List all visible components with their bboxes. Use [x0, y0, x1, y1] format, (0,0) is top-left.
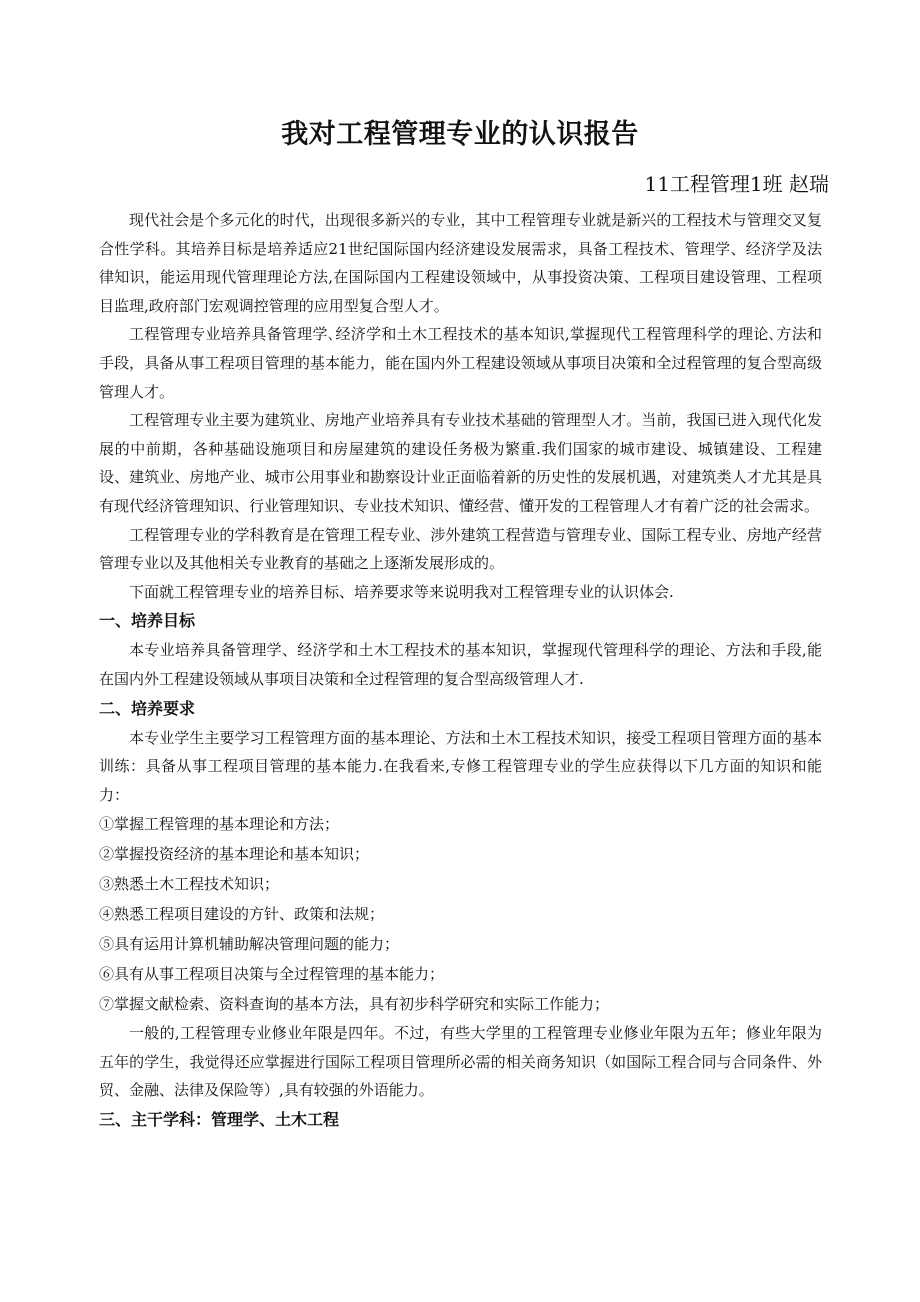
intro-paragraph-1: 现代社会是个多元化的时代，出现很多新兴的专业，其中工程管理专业就是新兴的工程技术与管理交叉复合性学科。其培养目标是培养适应21世纪国际国内经济建设发展需求，具备工程技术、管理学、经济学及法律知识，能运用现代管理理论方法,在国际国内工程建设领域中，从事投资决策、工程项目建设管理、工程项目监理,政府部门宏观调控管理的应用型复合型人才。 — [99, 211, 822, 315]
requirements-list — [99, 809, 822, 1019]
list-item: ②掌握投资经济的基本理论和基本知识； — [99, 845, 370, 864]
intro-paragraph-3: 工程管理专业主要为建筑业、房地产业培养具有专业技术基础的管理型人才。当前，我国已进入现代化发展的中前期，各种基础设施项目和房屋建筑的建设任务极为繁重.我们国家的城市建设、城镇建设、工程建设、建筑业、房地产业、城市公用事业和勘察设计业正面临着新的历史性的发展机遇，对建筑类人才尤其是具有现代经济管理知识、行业管理知识、专业技术知识、懂经营、懂开发的工程管理人才有着广泛的社会需求。 — [99, 411, 822, 515]
intro-paragraph-5: 下面就工程管理专业的培养目标、培养要求等来说明我对工程管理专业的认识体会. — [129, 582, 674, 601]
list-item: ⑦掌握文献检索、资料查询的基本方法，具有初步科学研究和实际工作能力； — [99, 995, 610, 1014]
list-item: ④熟悉工程项目建设的方针、政策和法规； — [99, 905, 385, 924]
document-body — [99, 206, 822, 1135]
training-requirements-paragraph: 本专业学生主要学习工程管理方面的基本理论、方法和土木工程技术知识，接受工程项目管理方面的基本训练：具备从事工程项目管理的基本能力.在我看来,专修工程管理专业的学生应获得以下几方面的知识和能力： — [99, 728, 822, 804]
study-duration-paragraph: 一般的,工程管理专业修业年限是四年。不过，有些大学里的工程管理专业修业年限为五年；修业年限为五年的学生，我觉得还应掌握进行国际工程项目管理所必需的相关商务知识（如国际工程合同与合同条件、外贸、金融、法律及保险等）,具有较强的外语能力。 — [99, 1024, 822, 1100]
list-item: ①掌握工程管理的基本理论和方法； — [99, 815, 340, 834]
list-item: ⑤具有运用计算机辅助解决管理问题的能力； — [99, 935, 400, 954]
document-title: 我对工程管理专业的认识报告 — [281, 119, 639, 150]
list-item: ③熟悉土木工程技术知识； — [99, 875, 280, 894]
training-goal-paragraph: 本专业培养具备管理学、经济学和土木工程技术的基本知识，掌握现代管理科学的理论、方法和手段,能在国内外工程建设领域从事项目决策和全过程管理的复合型高级管理人才. — [99, 641, 822, 688]
author-line: 11工程管理1班 赵瑞 — [644, 172, 829, 196]
section-heading-training-goal: 一、培养目标 — [99, 611, 196, 631]
section-heading-training-requirements: 二、培养要求 — [99, 698, 196, 718]
intro-paragraph-4: 工程管理专业的学科教育是在管理工程专业、涉外建筑工程营造与管理专业、国际工程专业、房地产经营管理专业以及其他相关专业教育的基础之上逐渐发展形成的。 — [99, 525, 822, 573]
section-heading-main-disciplines: 三、主干学科：管理学、土木工程 — [99, 1110, 340, 1130]
intro-paragraph-2: 工程管理专业培养具备管理学､经济学和土木工程技术的基本知识,掌握现代工程管理科学的理论､方法和手段，具备从事工程项目管理的基本能力，能在国内外工程建设领域从事项目决策和全过程管理的复合型高级管理人才。 — [99, 325, 822, 401]
list-item: ⑥具有从事工程项目决策与全过程管理的基本能力； — [99, 965, 445, 984]
